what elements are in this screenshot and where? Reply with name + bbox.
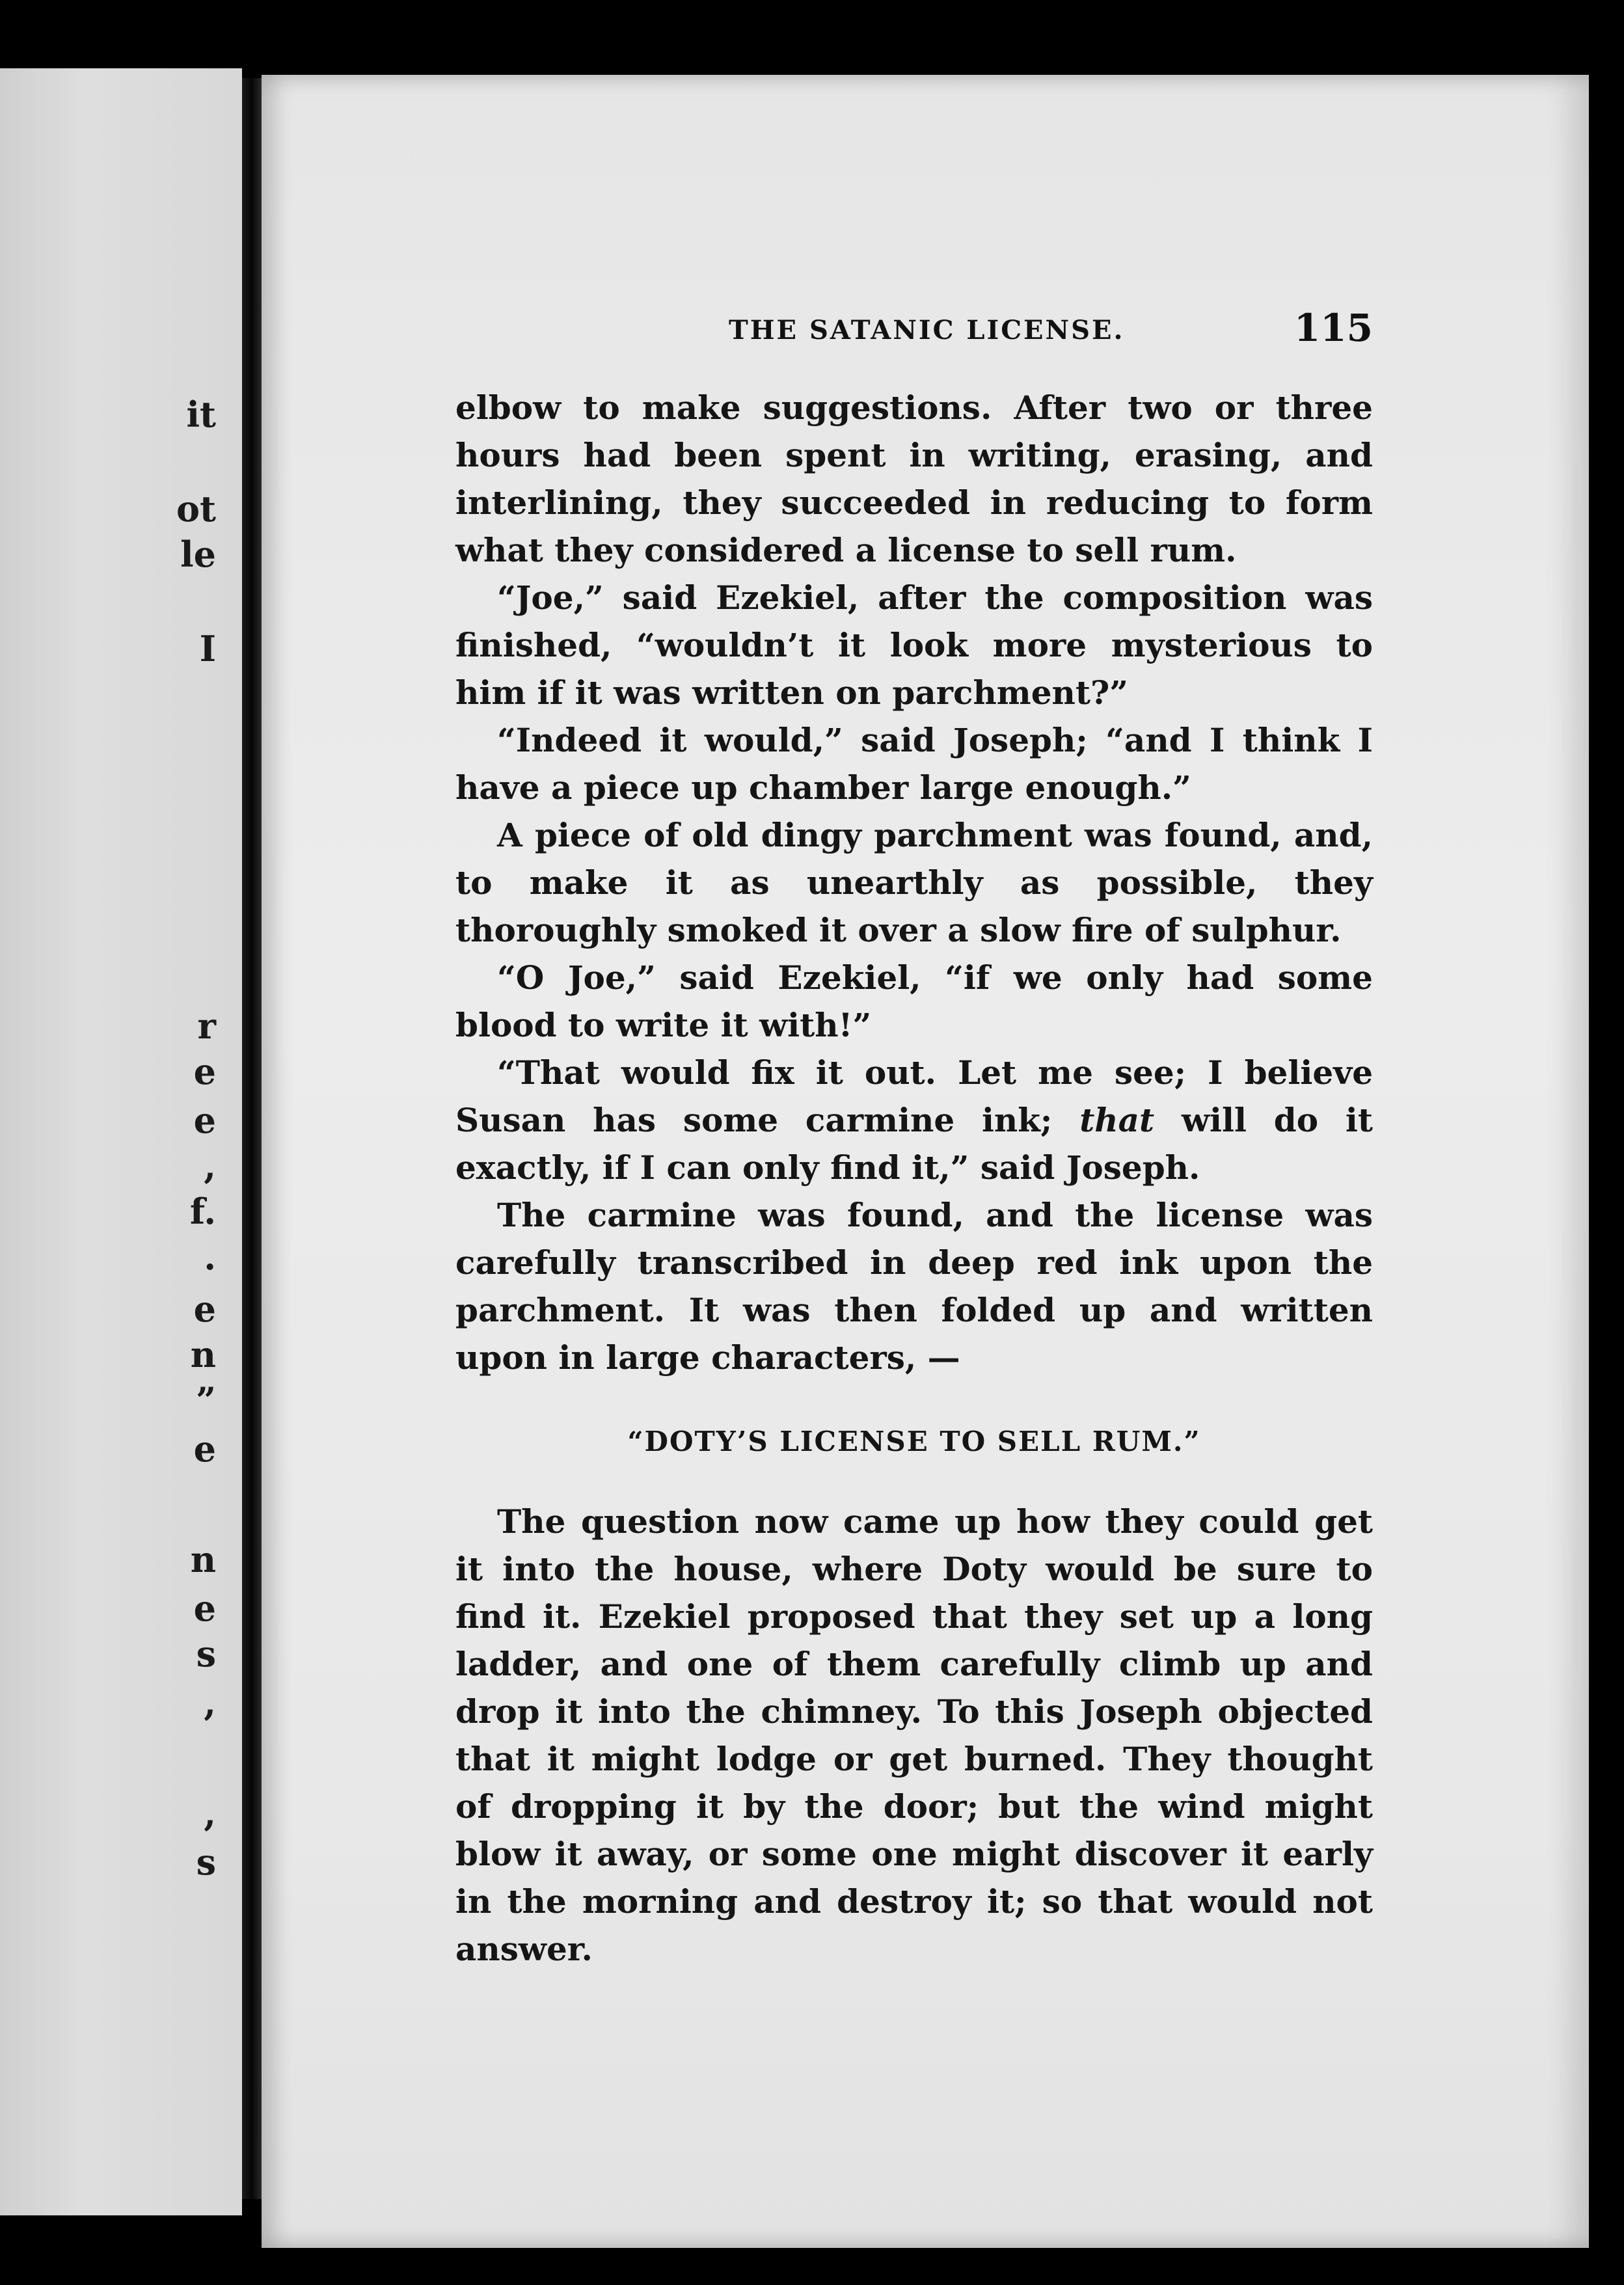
paragraph: “Joe,” said Ezekiel, after the composition was finished, “wouldn’t it look more mysterious to him if it was written on parchment?”: [455, 578, 1373, 712]
paragraph: The question now came up how they could get it into the house, where Doty would be sure to find it. Ezekiel proposed that they set up a long ladder, and one of them carefully climb up and drop it into the chimney. To this Joseph objected that it might lodge or get burned. They thought of dropping it by the door; but the wind might blow it away, or some one might discover it early in the morning and destroy it; so that would not answer.: [455, 1502, 1373, 1968]
running-head: [455, 306, 1373, 351]
running-head-title: THE SATANIC LICENSE.: [729, 315, 1125, 345]
left-fragment: e: [193, 1100, 216, 1141]
paragraph: A piece of old dingy parchment was found, and, to make it as unearthly as possible, they thoroughly smoked it over a slow fire of sulphur.: [455, 816, 1373, 949]
page-body: [455, 384, 1373, 1973]
left-fragment: le: [180, 534, 216, 575]
left-fragment: ot: [176, 488, 216, 530]
left-fragment: it: [186, 394, 216, 435]
paragraph-segment: “That would fix it out. Let me see; I believe Susan has some carmine ink;: [455, 1053, 1373, 1139]
book-gutter: [242, 78, 262, 2199]
paragraph: [455, 1049, 1373, 1191]
left-fragment: r: [197, 1005, 216, 1047]
left-fragment: e: [193, 1428, 216, 1470]
paragraph-segment: will do it exactly, if I can only find it,” said Joseph.: [455, 1101, 1373, 1187]
left-fragment: e: [193, 1288, 216, 1330]
left-page-text-edge: [0, 68, 242, 2215]
left-fragment: .: [204, 1236, 216, 1278]
section-heading: “DOTY’S LICENSE TO SELL RUM.”: [627, 1426, 1201, 1457]
left-fragment: ”: [195, 1379, 216, 1421]
left-fragment: n: [190, 1539, 216, 1580]
left-fragment: ,: [204, 1792, 216, 1834]
left-fragment: f.: [189, 1191, 216, 1232]
page-number: 115: [1293, 306, 1373, 350]
left-fragment: n: [190, 1334, 216, 1375]
paragraph: elbow to make suggestions. After two or three hours had been spent in writing, erasing, and interlining, they succeeded in reducing to form what they considered a license to sell rum.: [455, 388, 1373, 569]
paragraph: The carmine was found, and the license was carefully transcribed in deep red ink upon the parchment. It was then folded up and written upon in large characters, —: [455, 1196, 1373, 1377]
left-fragment: I: [199, 628, 216, 669]
left-fragment: ,: [204, 1682, 216, 1724]
left-page-fragment: [0, 68, 242, 2215]
left-fragment: e: [193, 1051, 216, 1092]
left-fragment: ,: [204, 1145, 216, 1187]
left-fragment: e: [193, 1588, 216, 1629]
paragraph: “Indeed it would,” said Joseph; “and I think I have a piece up chamber large enough.”: [455, 721, 1373, 807]
italic-word: that: [1079, 1101, 1155, 1139]
left-fragment: s: [196, 1633, 216, 1675]
paragraph: “O Joe,” said Ezekiel, “if we only had some blood to write it with!”: [455, 958, 1373, 1044]
left-fragment: s: [196, 1841, 216, 1883]
